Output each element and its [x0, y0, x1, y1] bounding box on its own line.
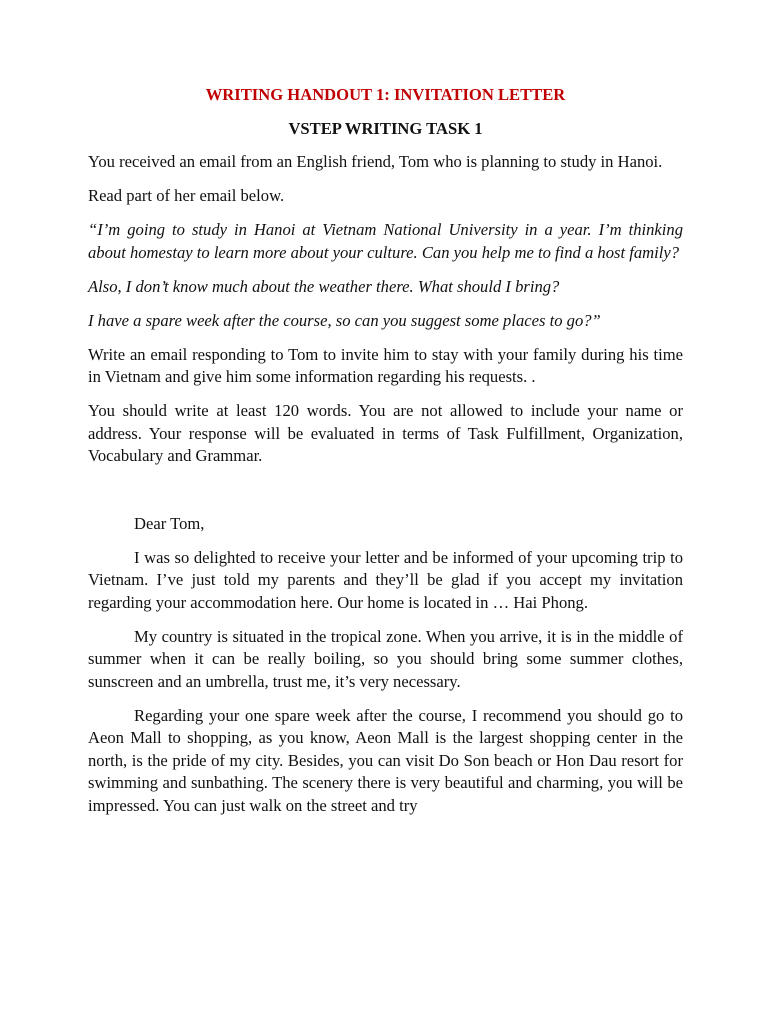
letter-paragraph: Regarding your one spare week after the course, I recommend you should go to Aeon Mall to shopping, as you know, Aeon Mall is the largest shopping center in the north, is the pride of my city. Besides, you can visit Do Son beach or Hon Dau resort for swimming and sunbathing. The scenery there is very beautiful and charming, you will be impressed. You can just walk on the street and try: [88, 705, 683, 815]
read-instruction: Read part of her email below.: [88, 186, 285, 205]
letter-paragraph: I was so delighted to receive your letter and be informed of your upcoming trip to Vietnam. I’ve just told my parents and they’ll be glad if you accept my invitation regarding your accommodation here. Our home is located in … Hai Phong.: [88, 547, 683, 612]
intro-paragraph: You received an email from an English friend, Tom who is planning to study in Hanoi.: [88, 152, 663, 171]
email-quote-paragraph: I have a spare week after the course, so can you suggest some places to go?”: [88, 310, 601, 330]
sample-letter: [88, 513, 683, 818]
letter-paragraph: My country is situated in the tropical zone. When you arrive, it is in the middle of summer when it can be really boiling, so you should bring some summer clothes, sunscreen and an umbrella, trust me, it’s very necessary.: [88, 626, 683, 691]
email-quote-paragraph: “I’m going to study in Hanoi at Vietnam National University in a year. I’m thinking about homestay to learn more about your culture. Can you help me to find a host family?: [88, 220, 683, 262]
email-quote-paragraph: Also, I don’t know much about the weather there. What should I bring?: [88, 276, 560, 296]
requirements-paragraph: You should write at least 120 words. You are not allowed to include your name or address. Your response will be evaluated in terms of Task Fulfillment, Organization, Vocabulary and Grammar.: [88, 401, 683, 465]
task-subtitle: VSTEP WRITING TASK 1: [288, 118, 483, 138]
task-instruction: Write an email responding to Tom to invite him to stay with your family during his time in Vietnam and give him some information regarding his requests. .: [88, 344, 683, 386]
handout-title: WRITING HANDOUT 1: INVITATION LETTER: [205, 85, 566, 104]
document-page: [88, 84, 683, 829]
letter-salutation: Dear Tom,: [134, 513, 205, 533]
